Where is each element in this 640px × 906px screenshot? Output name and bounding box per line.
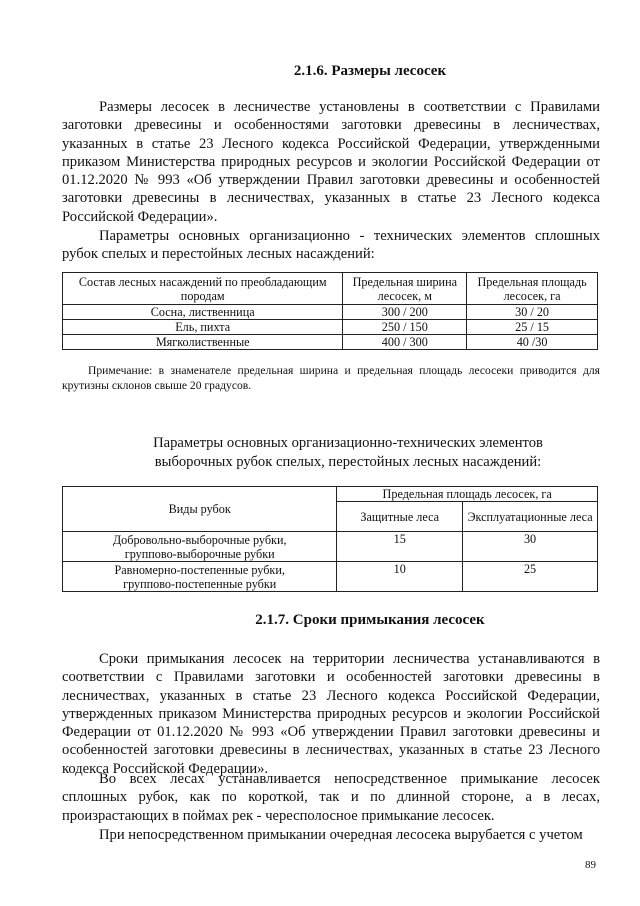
table-header-cell: Предельная ширина лесосек, м (343, 273, 467, 305)
table-header-cell: Виды рубок (63, 487, 337, 532)
table-cell: 400 / 300 (343, 335, 467, 350)
table-row (63, 562, 598, 592)
section-216-paragraph-2: Параметры основных организационно - технических элементов сплошных рубок спелых и перестойных лесных насаждений: (62, 228, 600, 263)
section-216-paragraph-1: Размеры лесосек в лесничестве установлены в соответствии с Правилами заготовки древесины и особенностями заготовки древесины в лесничествах, указанных в статье 23 Лесного кодекса Российской Федерации, утвержденными приказом Министерства природных ресурсов и экологии Российской Федерации от 01.12.2020 № 993 «Об утверждении Правил заготовки древесины и особенностей заготовки древесины в лесничествах, указанных в статье 23 Лесного кодекса Российской Федерации». (62, 99, 600, 225)
table-row (63, 320, 598, 335)
cutting-area-size-table (62, 272, 598, 350)
table-2-caption: Параметры основных организационно-технических элементов выборочных рубок спелых, перестойных лесных насаждений: (153, 435, 543, 470)
table-cell: 40 /30 (467, 335, 598, 350)
table-header-cell: Защитные леса (337, 502, 463, 532)
selective-cutting-table (62, 486, 598, 592)
table-cell: 25 / 15 (467, 320, 598, 335)
table-cell: 30 (463, 532, 598, 562)
section-217-paragraph-1: Сроки примыкания лесосек на территории лесничества устанавливаются в соответствии с Правилами заготовки и особенностей заготовки древесины в лесничествах, указанных в статье 23 Лесного кодекса Российской Федерации, утвержденных приказом Министерства природных ресурсов и экологии Российской Федерации от 01.12.2020 № 993 «Об утверждении Правил заготовки древесины и особенностей заготовки древесины в лесничествах, указанных в статье 23 Лесного кодекса Российской Федерации». (62, 651, 600, 777)
table-row (63, 305, 598, 320)
table-cell: 30 / 20 (467, 305, 598, 320)
table-cell: Мягколиственные (63, 335, 343, 350)
table-cell: 10 (337, 562, 463, 592)
table-row (63, 335, 598, 350)
table-cell: Добровольно-выборочные рубки, группово-выборочные рубки (63, 532, 337, 562)
table-cell: Равномерно-постепенные рубки, группово-постепенные рубки (63, 562, 337, 592)
table-header-cell: Предельная площадь лесосек, га (467, 273, 598, 305)
table-cell: 250 / 150 (343, 320, 467, 335)
table-header-row (63, 273, 598, 305)
table-cell: 15 (337, 532, 463, 562)
section-217-paragraph-3: При непосредственном примыкании очередная лесосека вырубается с учетом (99, 827, 583, 843)
section-216-title: 2.1.6. Размеры лесосек (293, 63, 447, 79)
section-217-paragraph-2: Во всех лесах устанавливается непосредственное примыкание лесосек сплошных рубок, как по короткой, так и по длинной стороне, а в лесах, произрастающих в поймах рек - чересполосное примыкание лесосек. (62, 771, 600, 824)
table-cell: 25 (463, 562, 598, 592)
table-header-cell: Состав лесных насаждений по преобладающим породам (63, 273, 343, 305)
table-cell: Ель, пихта (63, 320, 343, 335)
table-header-cell: Предельная площадь лесосек, га (337, 487, 598, 502)
table-row (63, 532, 598, 562)
page-number: 89 (585, 859, 596, 871)
table-cell: Сосна, лиственница (63, 305, 343, 320)
table-note: Примечание: в знаменателе предельная ширина и предельная площадь лесосеки приводится для крутизны склонов свыше 20 градусов. (62, 364, 600, 392)
table-cell: 300 / 200 (343, 305, 467, 320)
table-header-row (63, 487, 598, 502)
table-header-cell: Эксплуатационные леса (463, 502, 598, 532)
section-217-title: 2.1.7. Сроки примыкания лесосек (255, 612, 485, 628)
